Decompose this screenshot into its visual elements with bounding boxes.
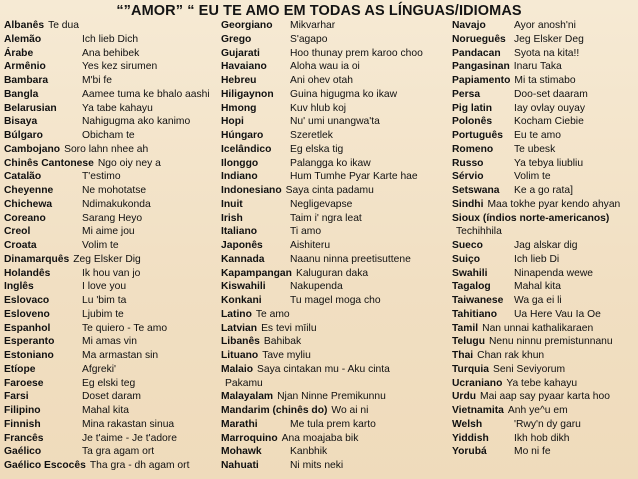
language-row bbox=[452, 322, 638, 336]
language-row bbox=[221, 102, 449, 116]
love-phrase: I love you bbox=[82, 281, 127, 293]
language-name: Mohawk bbox=[221, 446, 262, 458]
love-phrase: Es tevi mīilu bbox=[261, 322, 317, 334]
language-name: Georgiano bbox=[221, 20, 273, 31]
language-name: Indonesiano bbox=[221, 185, 282, 196]
love-phrase: Eu te amo bbox=[514, 130, 561, 141]
language-name: Sérvio bbox=[452, 171, 484, 183]
language-row bbox=[221, 322, 449, 336]
language-name: Alemão bbox=[4, 33, 42, 45]
language-name: Hiligaynon bbox=[221, 88, 274, 100]
language-name: Urdu bbox=[452, 391, 477, 403]
language-row bbox=[452, 212, 638, 226]
love-phrase: Mi ta stimabo bbox=[514, 75, 576, 86]
language-row bbox=[4, 322, 216, 336]
language-row bbox=[452, 33, 638, 47]
language-name: Finnish bbox=[4, 418, 41, 430]
language-row bbox=[452, 418, 638, 432]
language-name: Marathi bbox=[221, 418, 258, 430]
language-name: Estoniano bbox=[4, 350, 54, 361]
love-phrase: Pakamu bbox=[225, 377, 263, 389]
love-phrase: Je t'aime - Je t'adore bbox=[82, 432, 177, 444]
language-name: Latvian bbox=[221, 322, 258, 334]
language-row bbox=[4, 459, 216, 473]
love-phrase: 'Rwy'n dy garu bbox=[514, 418, 581, 430]
love-phrase: Techihhila bbox=[456, 226, 502, 238]
language-row bbox=[221, 377, 449, 391]
language-row bbox=[452, 432, 638, 446]
language-name: Konkani bbox=[221, 295, 262, 306]
language-name: Navajo bbox=[452, 20, 486, 31]
love-phrase: Nu' umi unangwa'ta bbox=[290, 116, 380, 128]
love-phrase: Szeretlek bbox=[290, 130, 333, 141]
language-name: Icelândico bbox=[221, 143, 272, 155]
language-row bbox=[4, 390, 216, 404]
language-name: Bangla bbox=[4, 88, 39, 100]
love-phrase: Ljubim te bbox=[82, 308, 124, 320]
love-phrase: Wo ai ni bbox=[331, 405, 369, 416]
language-row bbox=[221, 19, 449, 33]
language-name: Faroese bbox=[4, 377, 44, 389]
language-name: Hmong bbox=[221, 102, 257, 114]
language-name: Gujarati bbox=[221, 47, 260, 59]
language-column-3 bbox=[452, 19, 638, 459]
love-phrase: Ke a go rata] bbox=[514, 185, 573, 196]
language-name: Norueguês bbox=[452, 33, 506, 45]
language-row bbox=[4, 349, 216, 363]
language-row bbox=[4, 280, 216, 294]
language-row bbox=[4, 294, 216, 308]
language-name: Latino bbox=[221, 308, 252, 320]
language-row bbox=[452, 47, 638, 61]
language-name: Ucraniano bbox=[452, 377, 503, 389]
love-phrase: Mi amas vin bbox=[82, 336, 137, 348]
language-name: Esperanto bbox=[4, 336, 55, 348]
love-phrase: Volim te bbox=[82, 240, 119, 251]
language-row bbox=[221, 184, 449, 198]
language-row bbox=[452, 280, 638, 294]
language-name: Sindhi bbox=[452, 198, 484, 210]
love-phrase: Taim i' ngra leat bbox=[290, 212, 362, 224]
love-phrase: Nenu ninnu premistunnanu bbox=[488, 336, 613, 348]
language-name: Coreano bbox=[4, 212, 46, 224]
love-phrase: Kuv hlub koj bbox=[290, 102, 347, 114]
love-phrase: Me tula prem karto bbox=[290, 418, 376, 430]
love-phrase: S'agapo bbox=[290, 33, 328, 45]
love-phrase: Ya tebe kahayu bbox=[506, 377, 578, 389]
language-row bbox=[452, 363, 638, 377]
language-name: Suiço bbox=[452, 253, 481, 265]
love-phrase: Obicham te bbox=[82, 130, 135, 141]
language-row bbox=[452, 267, 638, 281]
love-phrase: Mai aap say pyaar karta hoo bbox=[480, 391, 610, 403]
love-phrase: Hoo thunay prem karoo choo bbox=[290, 47, 423, 59]
love-phrase: Tha gra - dh agam ort bbox=[89, 460, 190, 471]
language-row bbox=[4, 335, 216, 349]
love-phrase: Tave myliu bbox=[262, 350, 311, 361]
language-row bbox=[221, 88, 449, 102]
language-row bbox=[4, 129, 216, 143]
language-name: Pangasinan bbox=[452, 61, 510, 73]
language-name: Havaiano bbox=[221, 61, 267, 73]
language-row bbox=[452, 225, 638, 239]
love-phrase: Mina rakastan sinua bbox=[82, 418, 175, 430]
language-name: Yorubá bbox=[452, 446, 487, 458]
love-phrase: Volim te bbox=[514, 171, 551, 183]
language-row bbox=[4, 308, 216, 322]
language-name: Kiswahili bbox=[221, 281, 266, 293]
language-name: Albanês bbox=[4, 20, 45, 31]
language-row bbox=[221, 47, 449, 61]
page-title: “”AMOR” “ EU TE AMO EM TODAS AS LÍNGUAS/IDIOMAS bbox=[116, 3, 522, 19]
language-row bbox=[452, 253, 638, 267]
love-phrase: Sarang Heyo bbox=[82, 212, 143, 224]
language-row bbox=[452, 335, 638, 349]
language-row bbox=[4, 143, 216, 157]
love-phrase: Aamee tuma ke bhalo aashi bbox=[82, 88, 210, 100]
language-row bbox=[221, 115, 449, 129]
language-name: Catalão bbox=[4, 171, 42, 183]
language-name: Espanhol bbox=[4, 322, 51, 334]
language-name: Welsh bbox=[452, 418, 483, 430]
language-row bbox=[221, 74, 449, 88]
love-phrase: Nan unnai kathalikaraen bbox=[482, 322, 594, 334]
love-phrase: Chan rak khun bbox=[477, 350, 545, 361]
love-phrase: Mi aime jou bbox=[82, 226, 135, 238]
love-phrase: Lu 'bim ta bbox=[82, 295, 127, 306]
language-row bbox=[221, 294, 449, 308]
love-phrase: Ich lieb Di bbox=[514, 253, 560, 265]
language-row bbox=[221, 212, 449, 226]
love-phrase: Doo-set daaram bbox=[514, 88, 588, 100]
language-row bbox=[452, 445, 638, 459]
language-name: Irish bbox=[221, 212, 243, 224]
language-name: Chichewa bbox=[4, 198, 53, 210]
love-phrase: Ana behibek bbox=[82, 47, 140, 59]
language-name: Português bbox=[452, 130, 503, 141]
language-row bbox=[221, 33, 449, 47]
language-name: Papiamento bbox=[452, 75, 511, 86]
language-name: Sueco bbox=[452, 240, 483, 251]
love-phrase: Syota na kita!! bbox=[514, 47, 580, 59]
language-name: Bisaya bbox=[4, 116, 38, 128]
language-row bbox=[221, 157, 449, 171]
language-column-1 bbox=[4, 19, 216, 473]
language-row bbox=[4, 184, 216, 198]
love-phrase: Saya cintakan mu - Aku cinta bbox=[257, 363, 390, 375]
love-phrase: Jeg Elsker Deg bbox=[514, 33, 584, 45]
language-name: Tamil bbox=[452, 322, 479, 334]
language-name: Hopi bbox=[221, 116, 244, 128]
love-phrase: Ikh hob dikh bbox=[514, 432, 570, 444]
language-name: Búlgaro bbox=[4, 130, 43, 141]
love-phrase: Eg elska tig bbox=[290, 143, 344, 155]
language-name: Japonês bbox=[221, 240, 263, 251]
language-row bbox=[221, 349, 449, 363]
language-name: Húngaro bbox=[221, 130, 264, 141]
language-name: Russo bbox=[452, 157, 484, 169]
language-row bbox=[221, 280, 449, 294]
language-row bbox=[4, 102, 216, 116]
language-row bbox=[4, 47, 216, 61]
language-name: Hebreu bbox=[221, 75, 257, 86]
language-row bbox=[4, 377, 216, 391]
language-name: Indiano bbox=[221, 171, 258, 183]
language-name: Etíope bbox=[4, 363, 36, 375]
language-row bbox=[4, 225, 216, 239]
language-row bbox=[4, 418, 216, 432]
language-row bbox=[221, 60, 449, 74]
language-name: Kannada bbox=[221, 253, 265, 265]
language-name: Marroquino bbox=[221, 432, 278, 444]
love-phrase: Negligevapse bbox=[290, 198, 353, 210]
language-row bbox=[221, 143, 449, 157]
language-name: Sioux (índios norte-americanos) bbox=[452, 212, 610, 224]
language-row bbox=[4, 239, 216, 253]
language-row bbox=[4, 363, 216, 377]
language-row bbox=[4, 19, 216, 33]
love-phrase: Te quiero - Te amo bbox=[82, 322, 168, 334]
love-phrase: Hum Tumhe Pyar Karte hae bbox=[290, 171, 418, 183]
language-row bbox=[221, 225, 449, 239]
language-name: Italiano bbox=[221, 226, 258, 238]
love-phrase: Te dua bbox=[48, 20, 79, 31]
language-row bbox=[452, 157, 638, 171]
language-name: Libanês bbox=[221, 336, 260, 348]
language-name: Ilonggo bbox=[221, 157, 259, 169]
love-phrase: Kaluguran daka bbox=[295, 267, 369, 279]
love-phrase: Tu magel moga cho bbox=[290, 295, 381, 306]
language-name: Romeno bbox=[452, 143, 494, 155]
language-row bbox=[4, 170, 216, 184]
language-row bbox=[4, 33, 216, 47]
language-name: Setswana bbox=[452, 185, 500, 196]
love-phrase: Mahal kita bbox=[514, 281, 561, 293]
language-row bbox=[452, 184, 638, 198]
language-name: Cambojano bbox=[4, 143, 61, 155]
love-phrase: Afgreki' bbox=[82, 363, 117, 375]
love-phrase: Ndimakukonda bbox=[82, 198, 151, 210]
language-row bbox=[221, 198, 449, 212]
love-phrase: Njan Ninne Premikunnu bbox=[277, 391, 386, 403]
language-name: Malaio bbox=[221, 363, 254, 375]
language-name: Mandarim (chinês do) bbox=[221, 405, 328, 416]
language-name: Armênio bbox=[4, 61, 46, 73]
language-row bbox=[221, 170, 449, 184]
language-row bbox=[4, 267, 216, 281]
language-name: Inglês bbox=[4, 281, 34, 293]
language-row bbox=[221, 363, 449, 377]
language-name: Creol bbox=[4, 226, 31, 238]
language-name: Tahitiano bbox=[452, 308, 497, 320]
language-row bbox=[452, 19, 638, 33]
language-row bbox=[4, 404, 216, 418]
love-phrase: Ya tebya liubliu bbox=[514, 157, 584, 169]
love-phrase: Seni Seviyorum bbox=[493, 363, 566, 375]
language-row bbox=[452, 404, 638, 418]
language-name: Malayalam bbox=[221, 391, 274, 403]
love-phrase: Ua Here Vau Ia Oe bbox=[514, 308, 601, 320]
language-name: Holandês bbox=[4, 267, 51, 279]
love-phrase: Eg elski teg bbox=[82, 377, 136, 389]
language-name: Gaélico bbox=[4, 446, 42, 458]
love-phrase: Aloha wau ia oi bbox=[290, 61, 360, 73]
language-row bbox=[452, 377, 638, 391]
love-phrase: Bahibak bbox=[263, 336, 302, 348]
language-name: Dinamarquês bbox=[4, 253, 70, 265]
love-phrase: Kocham Ciebie bbox=[514, 116, 584, 128]
love-phrase: Te amo bbox=[255, 308, 290, 320]
language-row bbox=[452, 170, 638, 184]
love-phrase: Soro lahn nhee ah bbox=[64, 143, 149, 155]
language-row bbox=[221, 253, 449, 267]
language-row bbox=[452, 143, 638, 157]
language-name: Telugu bbox=[452, 336, 485, 348]
language-name: Croata bbox=[4, 240, 37, 251]
love-phrase: M'bi fe bbox=[82, 75, 113, 86]
language-row bbox=[4, 445, 216, 459]
love-phrase: Inaru Taka bbox=[513, 61, 562, 73]
language-name: Chinês Cantonese bbox=[4, 157, 94, 169]
language-row bbox=[452, 239, 638, 253]
language-row bbox=[4, 88, 216, 102]
language-name: Yiddish bbox=[452, 432, 489, 444]
love-phrase: Ik hou van jo bbox=[82, 267, 141, 279]
language-name: Inuit bbox=[221, 198, 243, 210]
language-row bbox=[221, 418, 449, 432]
language-row bbox=[452, 102, 638, 116]
language-name: Grego bbox=[221, 33, 252, 45]
language-name: Cheyenne bbox=[4, 185, 54, 196]
language-row bbox=[221, 129, 449, 143]
love-phrase: Wa ga ei li bbox=[514, 295, 562, 306]
language-name: Tagalog bbox=[452, 281, 491, 293]
language-row bbox=[452, 349, 638, 363]
language-name: Filipino bbox=[4, 405, 41, 416]
language-name: Polonês bbox=[452, 116, 493, 128]
language-row bbox=[452, 198, 638, 212]
love-phrase: T'estimo bbox=[82, 171, 121, 183]
language-row bbox=[221, 445, 449, 459]
love-phrase: Palangga ko ikaw bbox=[290, 157, 371, 169]
language-name: Eslovaco bbox=[4, 295, 50, 306]
love-phrase: Iay ovlay ouyay bbox=[514, 102, 585, 114]
language-row bbox=[221, 432, 449, 446]
language-row bbox=[221, 404, 449, 418]
language-row bbox=[4, 212, 216, 226]
love-phrase: Ninapenda wewe bbox=[514, 267, 593, 279]
love-phrase: Mikvarhar bbox=[290, 20, 336, 31]
language-name: Persa bbox=[452, 88, 481, 100]
language-name: Vietnamita bbox=[452, 405, 504, 416]
love-phrase: Doset daram bbox=[82, 391, 141, 403]
love-phrase: Aishiteru bbox=[290, 240, 331, 251]
love-phrase: Ngo oiy ney a bbox=[97, 157, 161, 169]
language-name: Pandacan bbox=[452, 47, 501, 59]
language-name: Belarusian bbox=[4, 102, 57, 114]
love-phrase: Ana moajaba bik bbox=[281, 432, 359, 444]
love-phrase: Nakupenda bbox=[290, 281, 343, 293]
love-phrase: Anh ye^u em bbox=[507, 405, 568, 416]
language-name: Árabe bbox=[4, 47, 34, 59]
language-name: Thai bbox=[452, 350, 474, 361]
love-phrase: Ma armastan sin bbox=[82, 350, 159, 361]
language-row bbox=[4, 74, 216, 88]
love-phrase: Ni mits neki bbox=[290, 460, 344, 471]
love-phrase: Ne mohotatse bbox=[82, 185, 147, 196]
language-row bbox=[452, 390, 638, 404]
language-row bbox=[452, 74, 638, 88]
language-row bbox=[452, 294, 638, 308]
love-phrase: Ta gra agam ort bbox=[82, 446, 155, 458]
language-row bbox=[452, 115, 638, 129]
language-name: Nahuati bbox=[221, 460, 259, 471]
language-name: Taiwanese bbox=[452, 295, 504, 306]
love-phrase: Kanbhik bbox=[290, 446, 328, 458]
language-row bbox=[452, 308, 638, 322]
language-name: Turquia bbox=[452, 363, 489, 375]
love-phrase: Mo ni fe bbox=[514, 446, 551, 458]
language-name: Gaélico Escocês bbox=[4, 460, 86, 471]
love-phrase: Mahal kita bbox=[82, 405, 129, 416]
love-phrase: Yes kez sirumen bbox=[82, 61, 158, 73]
language-name: Farsi bbox=[4, 391, 29, 403]
love-phrase: Ani ohev otah bbox=[290, 75, 353, 86]
love-phrase: Nahigugma ako kanimo bbox=[82, 116, 191, 128]
love-phrase: Guina higugma ko ikaw bbox=[290, 88, 398, 100]
language-column-2 bbox=[221, 19, 449, 473]
language-name: Bambara bbox=[4, 75, 49, 86]
language-row bbox=[452, 88, 638, 102]
language-name: Kapampangan bbox=[221, 267, 292, 279]
language-row bbox=[4, 198, 216, 212]
language-row bbox=[221, 459, 449, 473]
language-name: Pig latin bbox=[452, 102, 493, 114]
language-row bbox=[4, 253, 216, 267]
language-row bbox=[221, 239, 449, 253]
language-row bbox=[4, 157, 216, 171]
language-name: Esloveno bbox=[4, 308, 50, 320]
love-phrase: Ayor anosh'ni bbox=[514, 20, 576, 31]
language-row bbox=[221, 308, 449, 322]
language-row bbox=[221, 390, 449, 404]
language-row bbox=[4, 60, 216, 74]
love-phrase: Zeg Elsker Dig bbox=[73, 253, 141, 265]
language-row bbox=[4, 432, 216, 446]
language-name: Lituano bbox=[221, 350, 259, 361]
love-phrase: Naanu ninna preetisuttene bbox=[290, 253, 411, 265]
love-phrase: Jag alskar dig bbox=[514, 240, 578, 251]
language-row bbox=[452, 60, 638, 74]
language-name: Swahili bbox=[452, 267, 488, 279]
language-row bbox=[221, 267, 449, 281]
love-phrase: Ich lieb Dich bbox=[82, 33, 139, 45]
language-row bbox=[452, 129, 638, 143]
love-phrase: Ya tabe kahayu bbox=[82, 102, 153, 114]
love-phrase: Ti amo bbox=[290, 226, 322, 238]
language-name: Francês bbox=[4, 432, 44, 444]
love-phrase: Saya cinta padamu bbox=[285, 185, 374, 196]
language-row bbox=[221, 335, 449, 349]
love-phrase: Maa tokhe pyar kendo ahyan bbox=[487, 198, 621, 210]
love-phrase: Te ubesk bbox=[514, 143, 556, 155]
language-row bbox=[4, 115, 216, 129]
